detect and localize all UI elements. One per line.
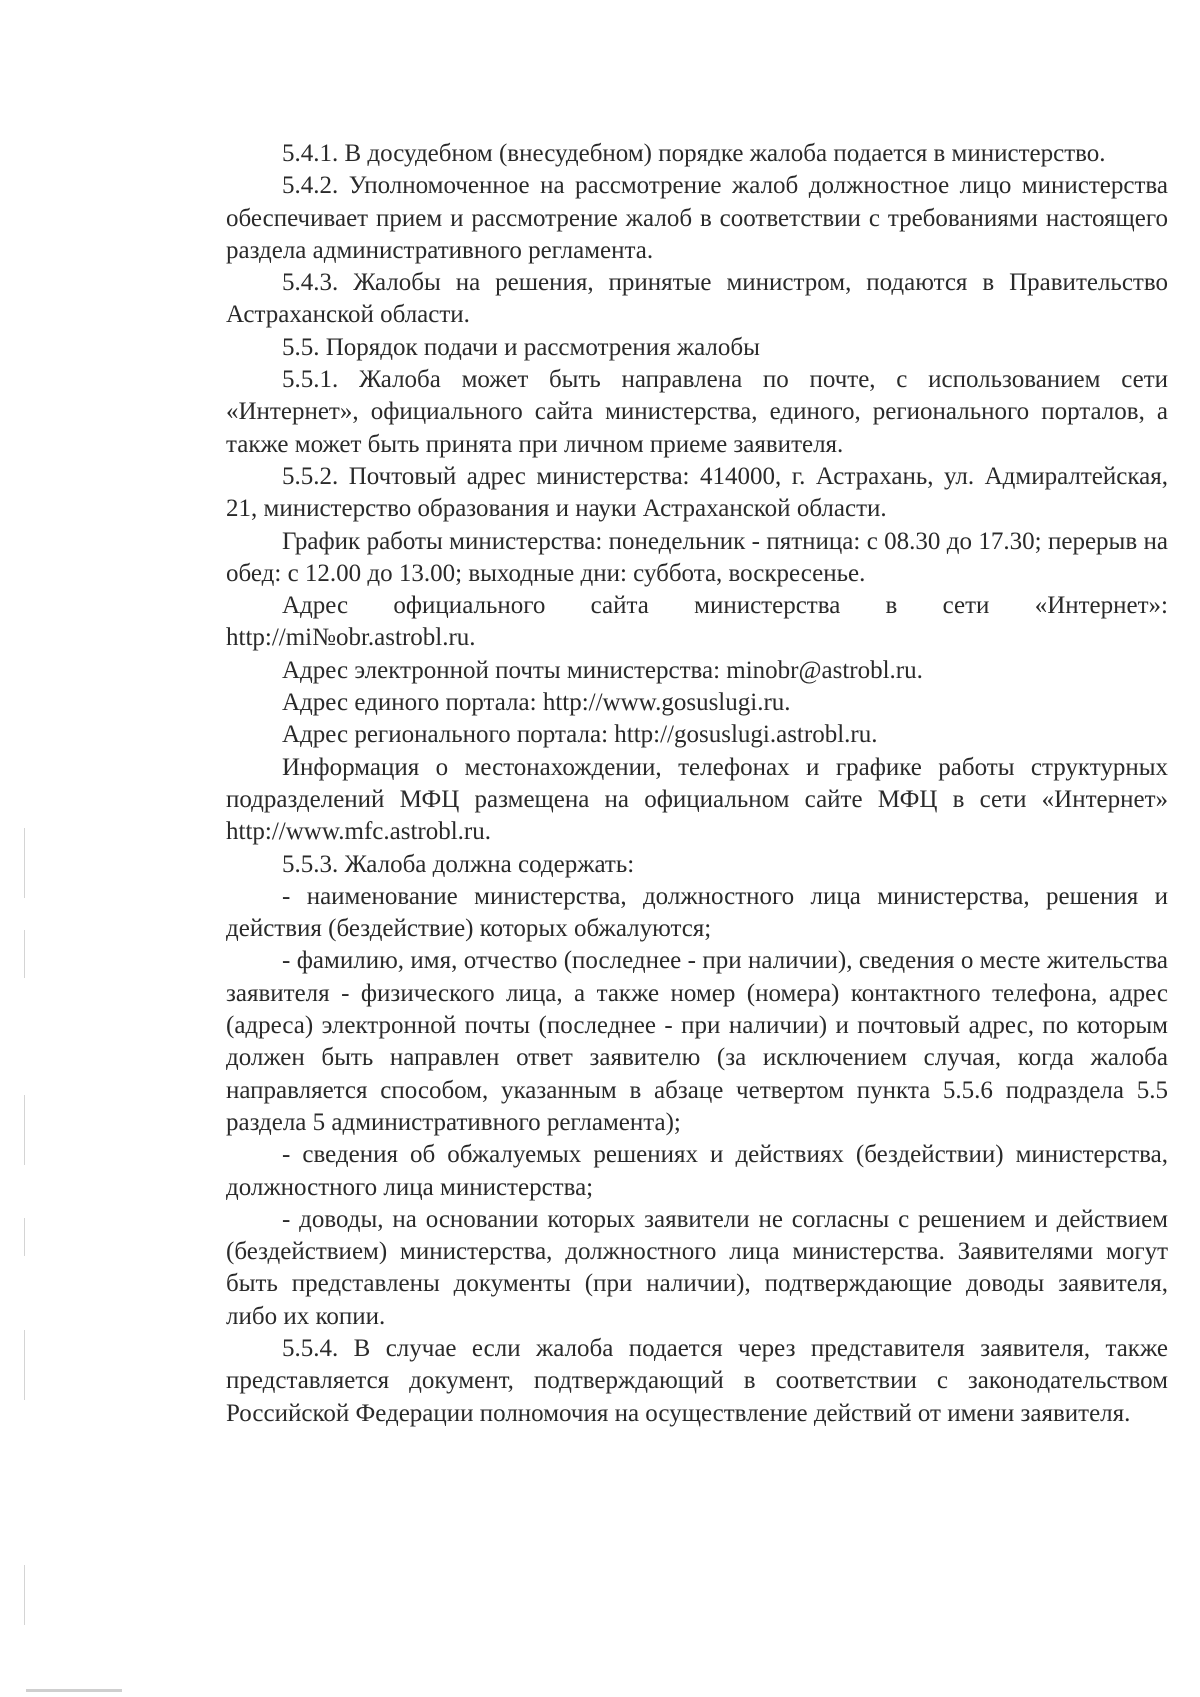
paragraph-5-4-1: 5.4.1. В досудебном (внесудебном) порядке жалоба подается в министерство. (282, 140, 1106, 167)
scan-margin-line (24, 1095, 25, 1165)
scan-margin-line (24, 1565, 25, 1625)
paragraph-5-5-2: 5.5.2. Почтовый адрес министерства: 414000, г. Астрахань, ул. Адмиралтейская, 21, министерство образования и науки Астраханской области. (226, 462, 1168, 523)
work-schedule: График работы министерства: понедельник - пятница: с 08.30 до 17.30; перерыв на обед: с 12.00 до 13.00; выходные дни: суббота, воскресенье. (226, 527, 1168, 587)
list-item-appealed-decisions: - сведения об обжалуемых решениях и действиях (бездействии) министерства, должностного лица министерства; (226, 1141, 1168, 1201)
scan-margin-line (24, 930, 25, 978)
website-address: Адрес официального сайта министерства в сети «Интернет»: http://mi№obr.astrobl.ru. (226, 592, 1168, 652)
paragraph-5-4-3: 5.4.3. Жалобы на решения, принятые министром, подаются в Правительство Астраханской области. (226, 269, 1168, 329)
section-heading-5-5: 5.5. Порядок подачи и рассмотрения жалобы (282, 333, 760, 361)
document-body (226, 138, 1168, 1430)
paragraph-5-4-2: 5.4.2. Уполномоченное на рассмотрение жалоб должностное лицо министерства обеспечивает прием и рассмотрение жалоб в соответствии с требованиями настоящего раздела административного регламента. (226, 172, 1168, 264)
scan-margin-line (24, 828, 25, 898)
list-item-arguments: - доводы, на основании которых заявители не согласны с решением и действием (бездействием) министерства, должностного лица министерства. Заявителями могут быть представлены документы (при наличии), подтверждающие доводы заявителя, либо их копии. (226, 1205, 1168, 1330)
scan-margin-line (24, 1330, 25, 1400)
unified-portal-address: Адрес единого портала: http://www.gosuslugi.ru. (282, 689, 791, 717)
regional-portal-address: Адрес регионального портала: http://gosuslugi.astrobl.ru. (282, 721, 878, 749)
paragraph-5-5-4: 5.5.4. В случае если жалоба подается через представителя заявителя, также представляется документ, подтверждающий в соответствии с законодательством Российской Федерации полномочия на осуществление действий от имени заявителя. (226, 1334, 1168, 1427)
mfc-information: Информация о местонахождении, телефонах и графике работы структурных подразделений МФЦ размещена на официальном сайте МФЦ в сети «Интернет» http://www.mfc.astrobl.ru. (226, 753, 1168, 846)
scan-corner-mark (26, 1689, 122, 1692)
list-item-applicant-details: - фамилию, имя, отчество (последнее - при наличии), сведения о месте жительства заявителя - физического лица, а также номер (номера) контактного телефона, адрес (адреса) электронной почты (последнее - при наличии) и почтовый адрес, по которым должен быть направлен ответ заявителю (за исключением случая, когда жалоба направляется способом, указанным в абзаце четвертом пункта 5.5.6 подраздела 5.5 раздела 5 административного регламента); (226, 947, 1168, 1136)
paragraph-5-5-3: 5.5.3. Жалоба должна содержать: (282, 850, 635, 878)
scan-margin-line (24, 1218, 25, 1256)
paragraph-5-5-1: 5.5.1. Жалоба может быть направлена по почте, с использованием сети «Интернет», официального сайта министерства, единого, регионального порталов, а также может быть принята при личном приеме заявителя. (226, 366, 1168, 458)
email-address: Адрес электронной почты министерства: minobr@astrobl.ru. (282, 656, 923, 684)
list-item-ministry-name: - наименование министерства, должностного лица министерства, решения и действия (бездействие) которых обжалуются; (226, 882, 1168, 943)
